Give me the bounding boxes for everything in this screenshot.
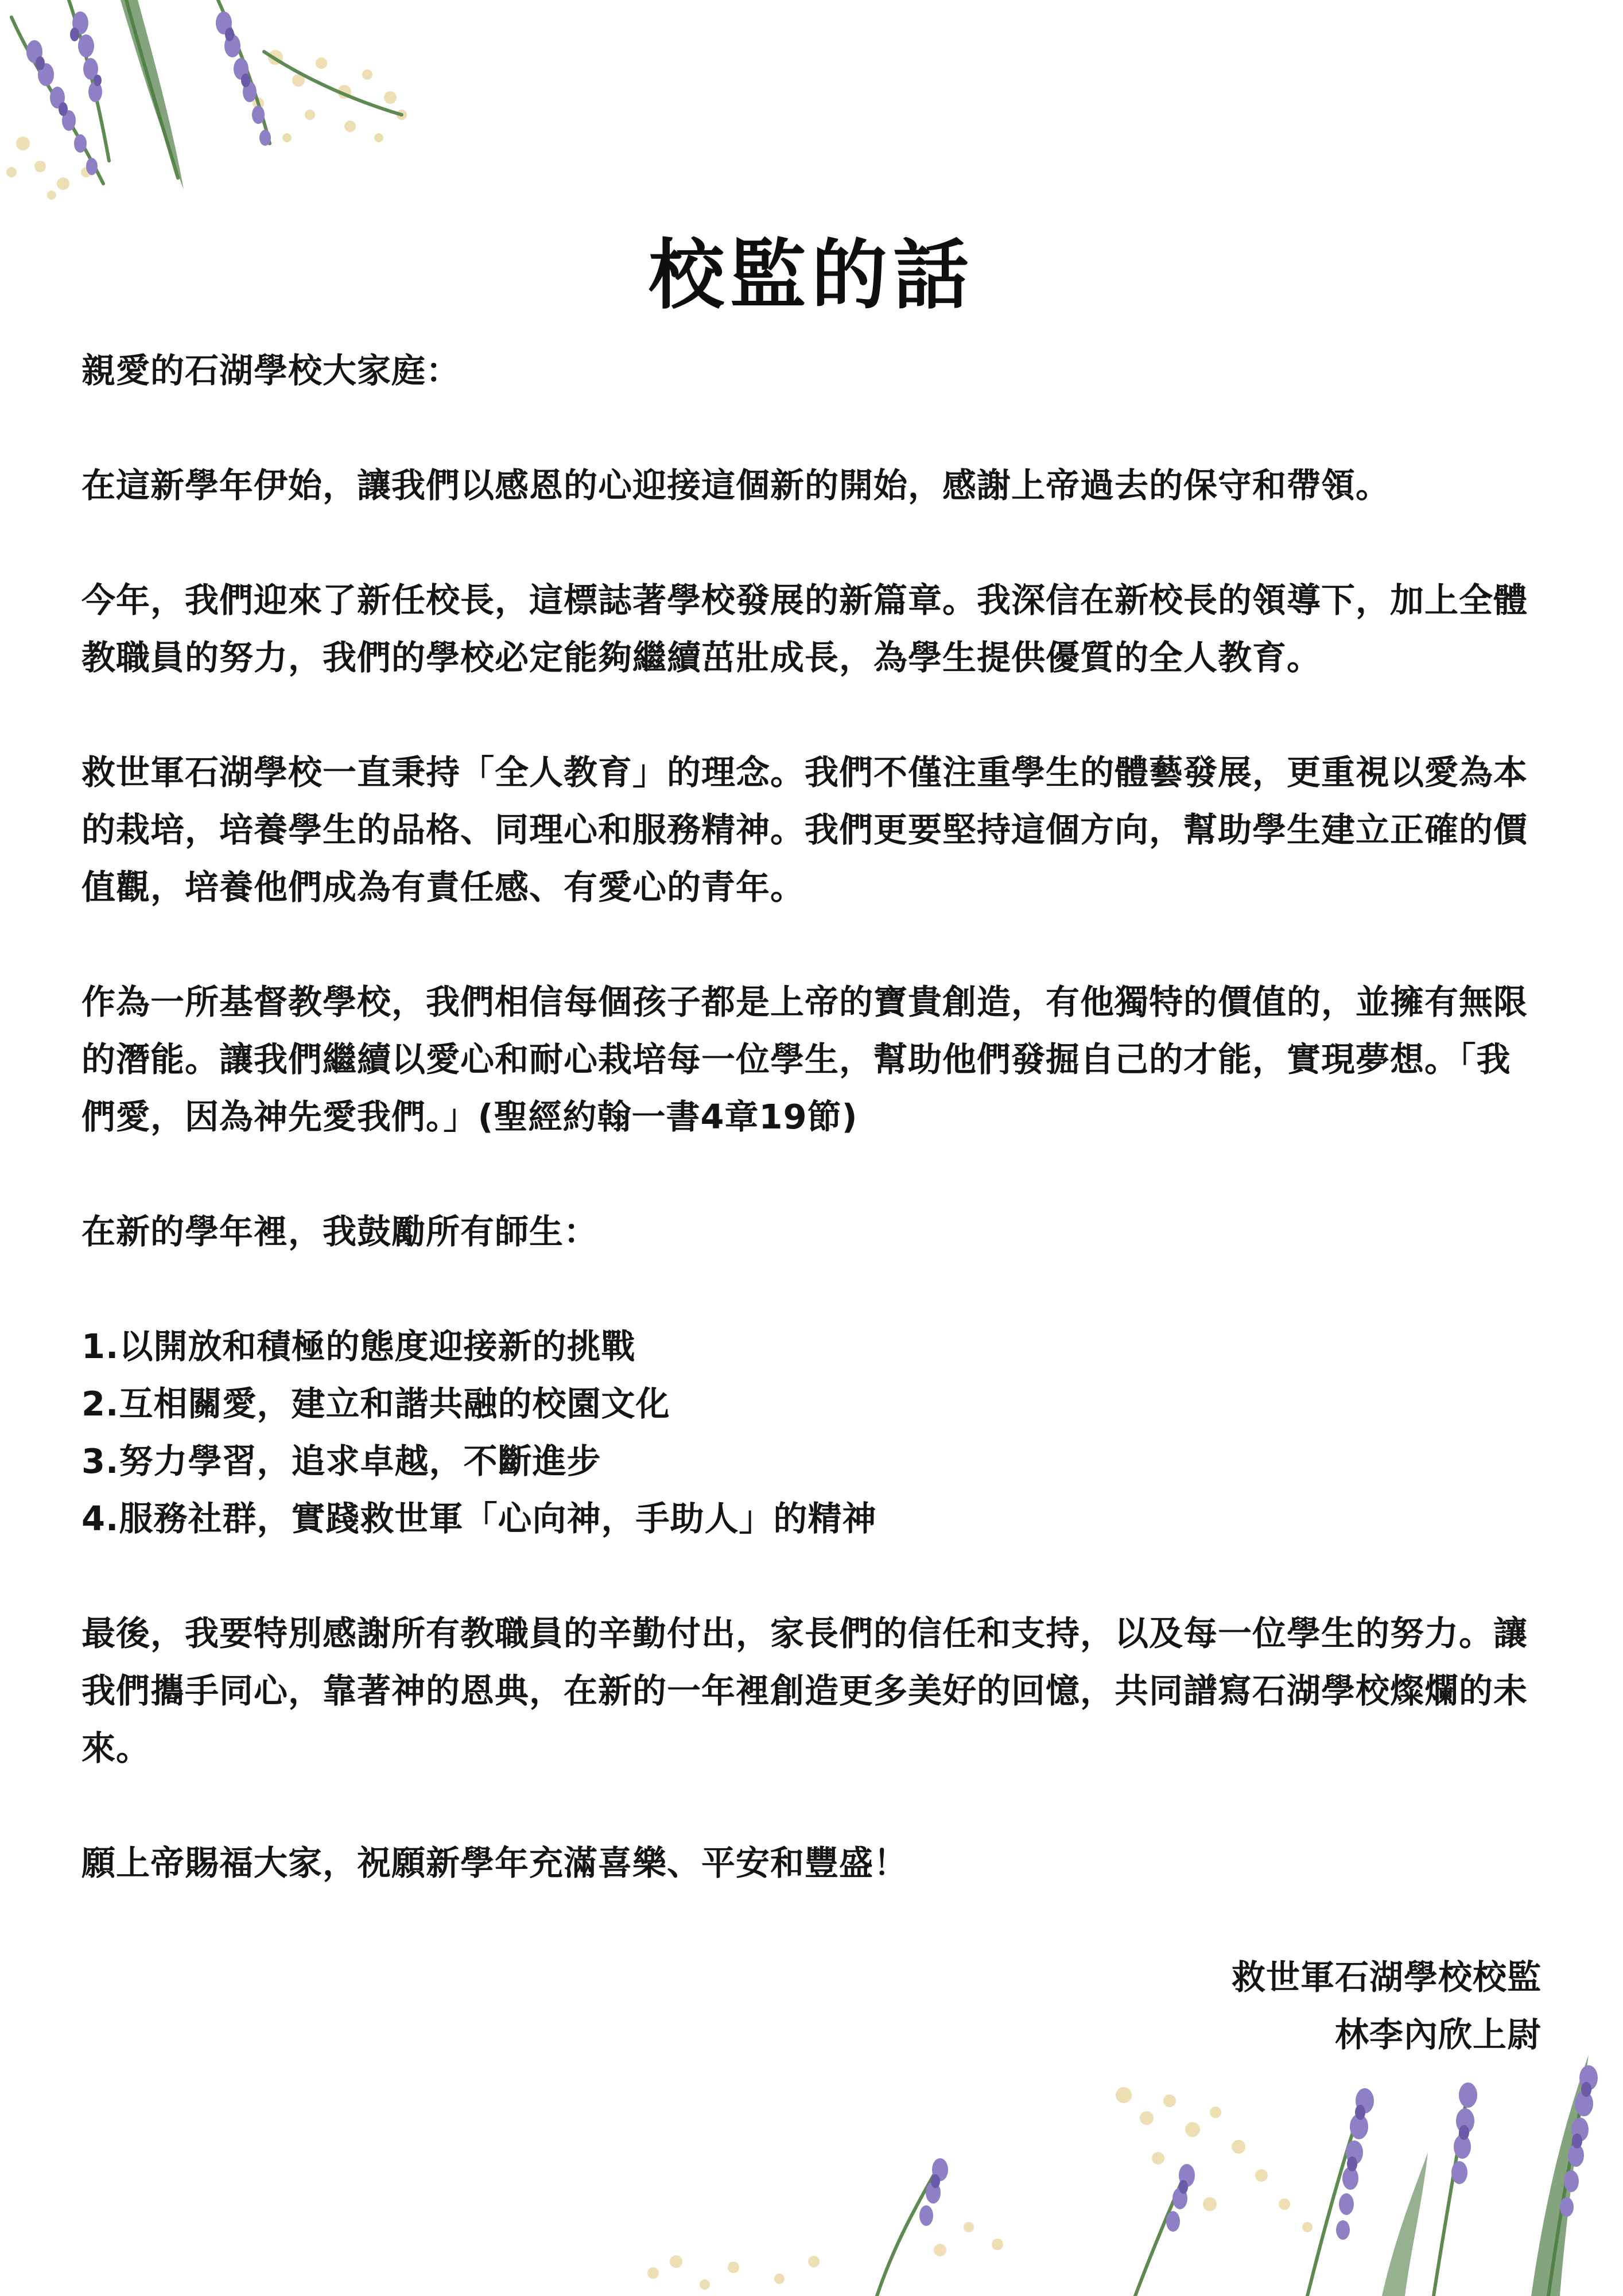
- signature-name: 林李內欣上尉: [1334, 2015, 1542, 2054]
- letter-body: [81, 342, 1542, 1892]
- paragraph: 在這新學年伊始，讓我們以感恩的心迎接這個新的開始，感謝上帝過去的保守和帶領。: [81, 466, 1391, 505]
- list-item: 1.以開放和積極的態度迎接新的挑戰: [81, 1327, 636, 1366]
- paragraph: 今年，我們迎來了新任校長，這標誌著學校發展的新篇章。我深信在新校長的領導下，加上全體教職員的努力，我們的學校必定能夠繼續茁壯成長，為學生提供優質的全人教育。: [81, 580, 1528, 677]
- lavender-flowers-top-icon: [0, 0, 436, 207]
- paragraph: 願上帝賜福大家，祝願新學年充滿喜樂、平安和豐盛！: [81, 1843, 908, 1883]
- paragraph: 救世軍石湖學校一直秉持「全人教育」的理念。我們不僅注重學生的體藝發展，更重視以愛為本的栽培，培養學生的品格、同理心和服務精神。我們更要堅持這個方向，幫助學生建立正確的價值觀，培養他們成為有責任感、有愛心的青年。: [81, 753, 1528, 907]
- list-item: 3.努力學習，追求卓越，不斷進步: [81, 1441, 601, 1481]
- list-item: 2.互相關愛，建立和諧共融的校園文化: [81, 1384, 670, 1424]
- greeting: 親愛的石湖學校大家庭：: [81, 351, 461, 390]
- paragraph: 在新的學年裡，我鼓勵所有師生：: [81, 1212, 599, 1251]
- paragraph: 最後，我要特別感謝所有教職員的辛勤付出，家長們的信任和支持，以及每一位學生的努力。讓我們攜手同心，靠著神的恩典，在新的一年裡創造更多美好的回憶，共同譜寫石湖學校燦爛的未來。: [81, 1614, 1528, 1768]
- page-title: 校監的話: [649, 231, 974, 320]
- paragraph: 作為一所基督教學校，我們相信每個孩子都是上帝的寶貴創造，有他獨特的價值的，並擁有無限的潛能。讓我們繼續以愛心和耐心栽培每一位學生，幫助他們發掘自己的才能，實現夢想。「我們愛，因為神先愛我們。」(聖經約翰一書4章19節): [81, 982, 1528, 1137]
- list-item: 4.服務社群，實踐救世軍「心向神，手助人」的精神: [81, 1499, 877, 1538]
- encouragement-list: [81, 1318, 1542, 1548]
- lavender-flowers-bottom-icon: [619, 1975, 1623, 2296]
- signature-organization: 救世軍石湖學校校監: [1231, 1957, 1542, 1997]
